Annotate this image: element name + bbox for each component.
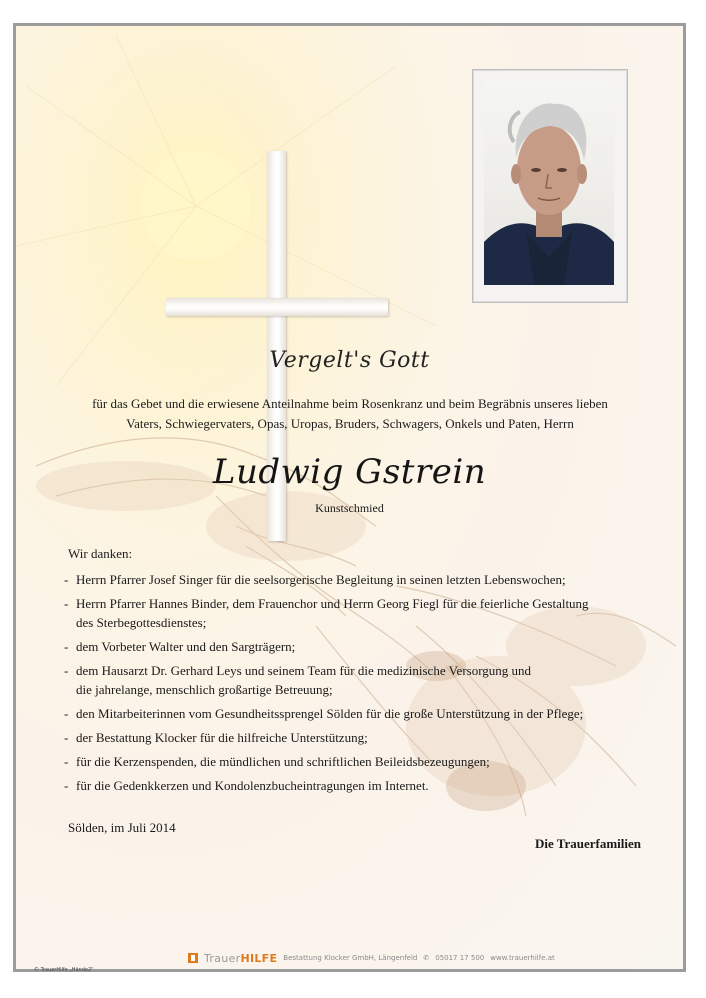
heading-vergelts-gott: Vergelt's Gott bbox=[269, 348, 430, 373]
portrait-frame bbox=[472, 69, 628, 303]
list-item: - für die Kerzenspenden, die mündlichen und schriftlichen Beileidsbezeugungen; bbox=[64, 752, 664, 771]
phone-number: 05017 17 500 bbox=[435, 954, 485, 962]
footer bbox=[188, 951, 555, 965]
trauerhilfe-logo-icon bbox=[188, 953, 198, 963]
thanks-list bbox=[64, 570, 664, 800]
parte-card bbox=[13, 23, 686, 972]
deceased-name: Ludwig Gstrein bbox=[212, 452, 487, 492]
list-item: - dem Vorbeter Walter und den Sargträgern; bbox=[64, 637, 664, 656]
intro-line: für das Gebet und die erwiesene Anteilnahme beim Rosenkranz und beim Begräbnis unseres lieben bbox=[92, 396, 608, 411]
copyright-note: © TrauerHilfe „Hände2" bbox=[34, 967, 94, 973]
phone-icon: ✆ bbox=[423, 954, 430, 962]
intro-text bbox=[40, 394, 660, 434]
list-item: - für die Gedenkkerzen und Kondolenzbucheintragungen im Internet. bbox=[64, 776, 664, 795]
signature-families: Die Trauerfamilien bbox=[534, 836, 641, 851]
website-link[interactable]: www.trauerhilfe.at bbox=[490, 954, 555, 962]
cross-horizontal-beam bbox=[166, 298, 388, 316]
deceased-profession: Kunstschmied bbox=[315, 501, 384, 515]
list-item: - Herrn Pfarrer Josef Singer für die seelsorgerische Begleitung in seinen letzten Lebenswochen; bbox=[64, 570, 664, 589]
place-date: Sölden, im Juli 2014 bbox=[68, 820, 176, 835]
company-name: Bestattung Klocker GmbH, Längenfeld bbox=[283, 954, 418, 962]
intro-line: Vaters, Schwiegervaters, Opas, Uropas, Bruders, Schwagers, Onkels und Paten, Herrn bbox=[126, 416, 574, 431]
thanks-title: Wir danken: bbox=[68, 546, 133, 561]
portrait-photo bbox=[484, 82, 614, 285]
trauerhilfe-logo: TrauerHILFE bbox=[204, 951, 278, 965]
list-item: - Herrn Pfarrer Hannes Binder, dem Frauenchor und Herrn Georg Fiegl für die feierliche Gestaltung des Sterbegottesdienstes; bbox=[64, 594, 664, 632]
list-item: - den Mitarbeiterinnen vom Gesundheitssprengel Sölden für die große Unterstützung in der Pflege; bbox=[64, 704, 664, 723]
list-item: - dem Hausarzt Dr. Gerhard Leys und seinem Team für die medizinische Versorgung und die jahrelange, menschlich großartige Betreuung; bbox=[64, 661, 664, 699]
list-item: - der Bestattung Klocker für die hilfreiche Unterstützung; bbox=[64, 728, 664, 747]
